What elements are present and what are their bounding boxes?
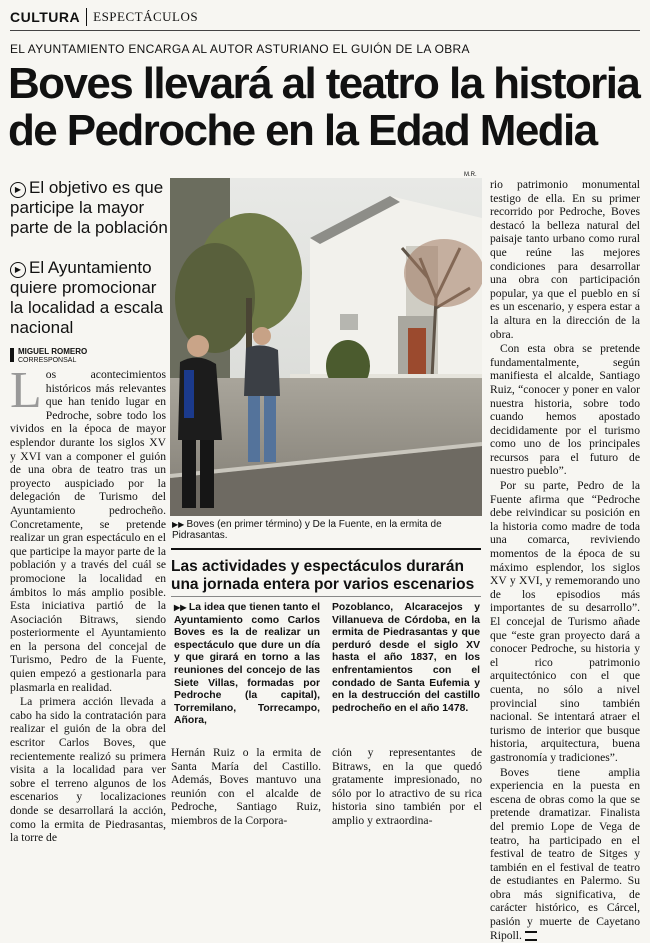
- play-icon: ▶: [10, 182, 26, 198]
- section-subname: ESPECTÁCULOS: [93, 9, 199, 24]
- photo-credit: M.R.: [464, 172, 477, 178]
- box-column-a: ▶▶ La idea que tienen tanto el Ayuntamiento como Carlos Boves es la de realizar un espectáculo que dure un día y que girará en torno a las reuniones del concejo de las Siete Villas, formadas por Pedroche (la capital), Torremilano, Torrecampo, Añora,: [174, 602, 321, 727]
- col3-paragraph-1: rio patrimonio monumental testigo de ella. En su primer recorrido por Pedroche, Boves destacó la belleza natural del paisaje tanto urbano como rural que reúne las mejores condiciones para desarrollar una obra con participación popular, ya que el pueblo en sí es un escenario, y espera estar a la altura en la dirección de la obra.: [490, 178, 640, 341]
- section-header: [10, 6, 198, 28]
- article-photo: [170, 178, 482, 516]
- column-3-bottom: ción y representantes de Bitraws, en la que quedó gratamente impresionado, no sólo por lo atractivo de su rica historia sino también por el amplio y extraordina-: [332, 746, 482, 827]
- headline: Boves llevará al teatro la historia de Pedroche en la Edad Media: [8, 59, 640, 155]
- drop-cap: L: [10, 362, 42, 419]
- box-headline: Las actividades y espectáculos durarán una jornada entera por varios escenarios: [171, 548, 481, 594]
- box-column-b: Pozoblanco, Alcaracejos y Villanueva de Córdoba, en la ermita de Piedrasantas y que perduró desde el siglo XV hasta el año 1837, en los enfrentamientos con el condado de Santa Eufemia y en la destrucción del castillo pedrocheño en el año 1478.: [332, 602, 480, 714]
- highlight-1: [10, 178, 168, 238]
- section-divider: [86, 8, 87, 26]
- col1-paragraph-2: La primera acción llevada a cabo ha sido la contratación para realizar el guión de la obra del escritor Carlos Boves, que recientemente realizó su primera visita a la localidad para ver sobre el terreno algunos de los escenarios y localizaciones donde se desarrollará la acción, como la ermita de Piedrasantas, la torre de: [10, 695, 166, 845]
- box-rule: [171, 596, 481, 597]
- col3-paragraph-3: Por su parte, Pedro de la Fuente afirma que “Pedroche debe reivindicar su posición en la historia como madre de toda una comarca, reviviendo momentos de la época de su máximo esplendor, los siglos XV y XVI, y rememorando uno de los episodios más importantes de su desarrollo”. El concejal de Turismo añade que “este gran proyecto dará a conocer Pedroche, su historia y el rico patrimonio arquitectónico con el que cuenta, no sólo a nivel provincial sino también nacional. Se intentará atraer el turismo de interior que busque historia, arquitectura, buena gastronomía y tradiciones”.: [490, 479, 640, 764]
- col3-paragraph-4: Boves tiene amplia experiencia en la puesta en escena de obras como la que se pretende dramatizar. Finalista del premio Lope de Vega de teatro, ha participado en el festival de teatro de Sitges y también en el festival de teatro de estudiantes en Palermo. Su obra más significativa, de carácter histórico, es Cárcel, pasión y muerte de Cayetano Ripoll.: [490, 765, 640, 942]
- play-icon: ▶: [10, 262, 26, 278]
- col3-paragraph-2: Con esta obra se pretende fundamentalmente, según manifiesta el alcalde, Santiago Ruiz, “conocer y poner en valor nuestra historia, sobre todo cuando hemos apostado decididamente por el turismo como uno de los principales recursos para el futuro de nuestro pueblo”.: [490, 342, 640, 478]
- highlight-2-text: El Ayuntamiento quiere promocionar la localidad a escala nacional: [10, 258, 164, 337]
- end-mark-icon: [525, 931, 537, 941]
- byline-name: MIGUEL ROMERO: [18, 347, 88, 356]
- header-rule: [10, 30, 640, 31]
- col1-paragraph-1: os acontecimientos históricos más relevantes que han tenido lugar en Pedroche, sobre todo los vividos en la época de mayor esplendor durante los siglos XV y XVI van a componer el guión de una obra de teatro tras un proyecto auspiciado por la delegación de Turismo del Ayuntamiento pedrocheño. Concretamente, se pretende realizar un gran espectáculo en el que participe la mayor parte de la población y a través del cuál se promocione la localidad en ámbitos lo más amplio posible. Esta iniciativa partió de la Asociación Bitraws, siendo posteriormente el Ayuntamiento en la persona del concejal de Turismo, Pedro de la Fuente, quien empezó a gestionarla para plasmarla en realidad.: [10, 368, 166, 694]
- column-2-bottom: Hernán Ruiz o la ermita de Santa María del Castillo. Además, Boves mantuvo una reunión con el alcalde de Pedroche, Santiago Ruiz, miembros de la Corpora-: [171, 746, 321, 827]
- byline-marker: [10, 348, 14, 362]
- section-name: CULTURA: [10, 9, 81, 25]
- byline-role: CORRESPONSAL: [18, 357, 77, 364]
- highlight-2: [10, 258, 168, 338]
- column-1: [10, 362, 166, 846]
- highlight-1-text: El objetivo es que participe la mayor parte de la población: [10, 178, 168, 237]
- kicker: EL AYUNTAMIENTO ENCARGA AL AUTOR ASTURIANO EL GUIÓN DE LA OBRA: [10, 42, 470, 56]
- photo-caption: ▶▶ Boves (en primer término) y De la Fuente, en la ermita de Pidrasantas.: [172, 519, 442, 541]
- photo-scene: [170, 178, 482, 516]
- column-right: [490, 178, 640, 943]
